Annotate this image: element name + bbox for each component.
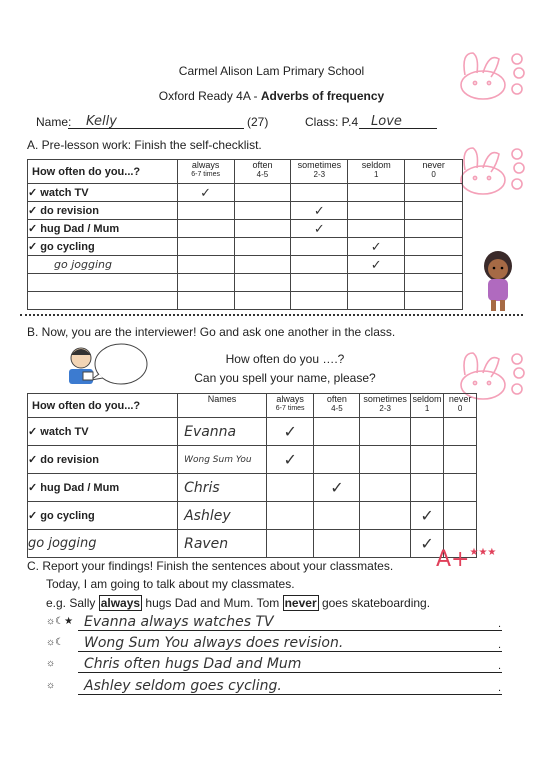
sentence-end-dot: . xyxy=(498,660,502,672)
column-header-main: seldom xyxy=(412,394,442,404)
column-header: Names xyxy=(178,394,267,418)
frequency-cell[interactable] xyxy=(177,238,234,256)
frequency-cell[interactable] xyxy=(291,238,348,256)
column-header-sub: 1 xyxy=(373,170,379,179)
column-header xyxy=(360,394,411,418)
girl-illustration-icon xyxy=(476,250,520,312)
frequency-cell[interactable] xyxy=(177,202,234,220)
frequency-cell[interactable]: ✓ xyxy=(348,256,405,274)
frequency-cell[interactable] xyxy=(410,446,443,474)
table-row xyxy=(28,274,463,292)
sentence-answer[interactable]: Chris often hugs Dad and Mum xyxy=(78,656,502,673)
report-sentence-row xyxy=(46,614,506,632)
bunny-doodle-icon xyxy=(455,45,535,105)
frequency-cell[interactable] xyxy=(348,220,405,238)
frequency-cell[interactable] xyxy=(348,292,405,310)
name-field[interactable] xyxy=(68,114,244,129)
unit-prefix: Oxford Ready 4A - xyxy=(158,89,261,103)
column-header xyxy=(444,394,477,418)
sentence-bullet-icon: ☼ xyxy=(46,680,56,691)
frequency-cell[interactable] xyxy=(314,502,360,530)
frequency-cell[interactable] xyxy=(410,474,443,502)
frequency-cell[interactable] xyxy=(360,502,411,530)
frequency-cell[interactable] xyxy=(405,256,463,274)
interview-prompt-question: How often do you ….? xyxy=(225,352,345,366)
frequency-cell[interactable] xyxy=(314,418,360,446)
section-c-title: C. Report your findings! Finish the sentences about your classmates. xyxy=(27,559,394,573)
activity-label: ✓ hug Dad / Mum xyxy=(28,220,178,238)
report-sentence-row xyxy=(46,635,506,653)
unit-title-bold: Adverbs of frequency xyxy=(260,89,385,103)
frequency-cell[interactable]: ✓ xyxy=(348,238,405,256)
frequency-cell[interactable] xyxy=(177,256,234,274)
activity-label: go jogging xyxy=(28,530,178,558)
column-header-main: always xyxy=(276,394,304,404)
frequency-cell[interactable]: ✓ xyxy=(266,418,313,446)
classmate-name[interactable]: Ashley xyxy=(178,502,267,530)
sentence-bullet-icon: ☼☾ xyxy=(46,637,65,648)
interview-table xyxy=(27,393,477,558)
table-header-row xyxy=(28,394,477,418)
column-header-main: sometimes xyxy=(363,394,407,404)
example-middle: hugs Dad and Mum. Tom xyxy=(142,596,283,610)
frequency-cell[interactable] xyxy=(234,202,291,220)
sentence-bullet-icon: ☼ xyxy=(46,658,56,669)
column-header-sub: 1 xyxy=(424,404,430,413)
frequency-cell[interactable] xyxy=(314,530,360,558)
interviewer-illustration-icon xyxy=(63,340,149,388)
frequency-cell[interactable]: ✓ xyxy=(291,202,348,220)
frequency-cell[interactable] xyxy=(405,184,463,202)
frequency-cell[interactable] xyxy=(348,274,405,292)
frequency-cell[interactable] xyxy=(177,220,234,238)
table-row xyxy=(28,202,463,220)
example-adverb-never: never xyxy=(284,596,317,610)
frequency-cell[interactable]: ✓ xyxy=(314,474,360,502)
example-sentence xyxy=(46,596,430,610)
frequency-cell[interactable]: ✓ xyxy=(266,446,313,474)
activity-label: ✓ hug Dad / Mum xyxy=(28,474,178,502)
class-field[interactable] xyxy=(359,114,437,129)
table-row xyxy=(28,292,463,310)
frequency-cell[interactable] xyxy=(291,256,348,274)
table-row xyxy=(28,446,477,474)
grade-value: A+ xyxy=(436,547,470,572)
example-adverb-always: always xyxy=(100,596,141,610)
table-row xyxy=(28,256,463,274)
frequency-cell[interactable] xyxy=(348,202,405,220)
frequency-cell[interactable] xyxy=(360,530,411,558)
column-header xyxy=(177,160,234,184)
column-header-main: often xyxy=(252,160,273,170)
frequency-cell[interactable] xyxy=(405,220,463,238)
example-prefix: e.g. Sally xyxy=(46,596,99,610)
table-row xyxy=(28,530,477,558)
grade-stars: ★★★ xyxy=(469,547,497,558)
frequency-cell[interactable]: ✓ xyxy=(177,184,234,202)
sentence-end-dot: . xyxy=(498,682,502,694)
class-value: Love xyxy=(371,114,402,129)
frequency-cell[interactable] xyxy=(444,418,477,446)
sentence-answer[interactable]: Evanna always watches TV xyxy=(78,614,502,631)
frequency-cell[interactable] xyxy=(405,292,463,310)
column-header xyxy=(291,160,348,184)
frequency-cell[interactable] xyxy=(266,502,313,530)
interview-prompt-spelling: Can you spell your name, please? xyxy=(194,371,376,385)
frequency-cell[interactable] xyxy=(177,274,234,292)
frequency-cell[interactable] xyxy=(360,446,411,474)
frequency-cell[interactable] xyxy=(360,474,411,502)
column-header-main: never xyxy=(448,394,472,404)
grade-mark xyxy=(436,547,496,572)
frequency-cell[interactable] xyxy=(234,256,291,274)
column-header-sub: 2-3 xyxy=(379,404,391,413)
frequency-cell[interactable] xyxy=(291,292,348,310)
table-row xyxy=(28,184,463,202)
column-header: How often do you...? xyxy=(28,394,178,418)
name-label: Name: xyxy=(36,115,72,129)
column-header-main: never xyxy=(422,160,445,170)
sentence-end-dot: . xyxy=(498,639,502,651)
frequency-cell[interactable] xyxy=(444,474,477,502)
frequency-cell[interactable] xyxy=(266,530,313,558)
column-header-sub: 4-5 xyxy=(331,404,343,413)
school-name: Carmel Alison Lam Primary School xyxy=(178,64,365,78)
self-checklist-table xyxy=(27,159,463,310)
activity-label: ✓ watch TV xyxy=(28,418,178,446)
frequency-cell[interactable] xyxy=(234,292,291,310)
classmate-name[interactable]: Evanna xyxy=(178,418,267,446)
column-header-main: sometimes xyxy=(297,160,342,170)
table-row xyxy=(28,220,463,238)
class-label: Class: P.4 xyxy=(305,115,359,129)
frequency-cell[interactable] xyxy=(314,446,360,474)
activity-label: ✓ do revision xyxy=(28,446,178,474)
frequency-cell[interactable] xyxy=(444,502,477,530)
activity-label xyxy=(28,274,178,292)
frequency-cell[interactable]: ✓ xyxy=(410,530,443,558)
column-header-sub: 0 xyxy=(431,170,436,179)
frequency-cell[interactable] xyxy=(234,238,291,256)
table-row xyxy=(28,418,477,446)
table-header-row xyxy=(28,160,463,184)
column-header-sub: 6-7 times xyxy=(191,171,221,178)
frequency-cell[interactable] xyxy=(348,184,405,202)
table-row xyxy=(28,238,463,256)
section-b-title: B. Now, you are the interviewer! Go and ask one another in the class. xyxy=(27,325,396,339)
sentence-end-dot: . xyxy=(498,618,502,630)
column-header-sub: 6-7 times xyxy=(275,405,305,412)
column-header xyxy=(266,394,313,418)
frequency-cell[interactable] xyxy=(291,184,348,202)
table-row xyxy=(28,502,477,530)
frequency-cell[interactable] xyxy=(405,238,463,256)
classmate-name[interactable]: Wong Sum You xyxy=(178,446,267,474)
frequency-cell[interactable] xyxy=(234,274,291,292)
column-header xyxy=(234,160,291,184)
section-a-title: A. Pre-lesson work: Finish the self-checklist. xyxy=(27,138,262,152)
activity-label xyxy=(28,292,178,310)
frequency-cell[interactable] xyxy=(234,220,291,238)
report-sentence-row xyxy=(46,678,506,696)
classmate-name[interactable]: Chris xyxy=(178,474,267,502)
frequency-cell[interactable] xyxy=(444,446,477,474)
frequency-cell[interactable] xyxy=(410,418,443,446)
section-c-intro: Today, I am going to talk about my classmates. xyxy=(46,577,295,591)
column-header xyxy=(314,394,360,418)
frequency-cell[interactable] xyxy=(360,418,411,446)
column-header xyxy=(410,394,443,418)
section-divider xyxy=(20,314,523,316)
sentence-answer[interactable]: Wong Sum You always does revision. xyxy=(78,635,502,652)
column-header-sub: 2-3 xyxy=(313,170,326,179)
column-header-main: often xyxy=(326,394,347,404)
column-header xyxy=(405,160,463,184)
activity-label: ✓ go cycling xyxy=(28,502,178,530)
frequency-cell[interactable] xyxy=(234,184,291,202)
column-header-sub: 0 xyxy=(457,404,463,413)
classmate-name[interactable]: Raven xyxy=(178,530,267,558)
frequency-cell[interactable] xyxy=(405,202,463,220)
bunny-doodle-icon xyxy=(455,140,535,200)
frequency-cell[interactable] xyxy=(266,474,313,502)
frequency-cell[interactable] xyxy=(405,274,463,292)
example-end: goes skateboarding. xyxy=(318,596,431,610)
report-sentence-row xyxy=(46,656,506,674)
activity-label: ✓ go cycling xyxy=(28,238,178,256)
activity-label: go jogging xyxy=(28,256,178,274)
frequency-cell[interactable] xyxy=(177,292,234,310)
column-header: How often do you...? xyxy=(28,160,178,184)
frequency-cell[interactable]: ✓ xyxy=(410,502,443,530)
name-value: Kelly xyxy=(86,114,117,129)
table-row xyxy=(28,474,477,502)
column-header-main: seldom xyxy=(361,160,391,170)
student-number: (27) xyxy=(247,115,269,129)
frequency-cell[interactable] xyxy=(291,274,348,292)
column-header-sub: 4-5 xyxy=(256,170,269,179)
column-header-main: always xyxy=(191,160,220,170)
activity-label: ✓ do revision xyxy=(28,202,178,220)
column-header xyxy=(348,160,405,184)
sentence-bullet-icon: ☼☾★ xyxy=(46,616,74,627)
sentence-answer[interactable]: Ashley seldom goes cycling. xyxy=(78,678,502,695)
frequency-cell[interactable]: ✓ xyxy=(291,220,348,238)
activity-label: ✓ watch TV xyxy=(28,184,178,202)
